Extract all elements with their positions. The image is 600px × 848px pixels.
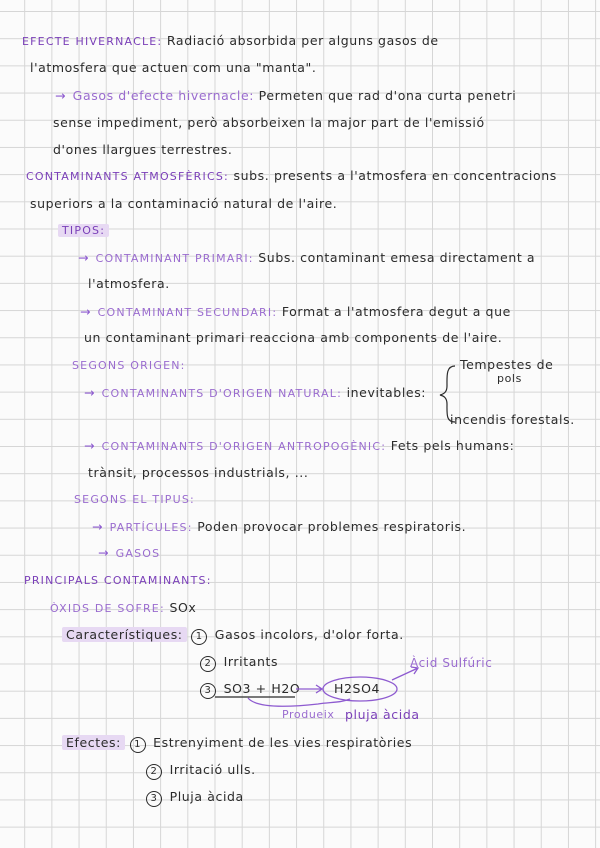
oxids-term: ÒXIDS DE SOFRE: bbox=[50, 602, 165, 615]
principals-title: PRINCIPALS CONTAMINANTS: bbox=[24, 574, 212, 587]
natural-example-1b: pols bbox=[497, 372, 522, 385]
efecte-line-2: l'atmosfera que actuen com una "manta". bbox=[30, 60, 317, 75]
efectes-number-3: 3 bbox=[146, 791, 162, 807]
caract-line-3 bbox=[200, 681, 300, 699]
acid-label: Àcid Sulfúric bbox=[410, 656, 493, 670]
natural-example-1a: Tempestes de bbox=[460, 357, 554, 372]
antro-line-1 bbox=[84, 438, 514, 455]
gasos-def-1: Permeten que rad d'ona curta penetri bbox=[258, 88, 517, 103]
natural-line bbox=[84, 385, 426, 402]
primari-def-1: Subs. contaminant emesa directament a bbox=[258, 250, 536, 265]
gasos-line-1 bbox=[55, 88, 516, 104]
gasos-term: Gasos d'efecte hivernacle: bbox=[72, 88, 255, 103]
caract-text-2: Irritants bbox=[223, 654, 279, 669]
reaction-lhs: SO3 + H2O bbox=[223, 681, 301, 696]
efectes-label: Efectes: bbox=[62, 735, 125, 750]
gasos-type-line bbox=[98, 545, 160, 562]
natural-term: CONTAMINANTS D'ORIGEN NATURAL: bbox=[101, 387, 342, 400]
secundari-def-1: Format a l'atmosfera degut a que bbox=[281, 304, 511, 319]
caract-text-1: Gasos incolors, d'olor forta. bbox=[214, 627, 404, 642]
antro-def-1: Fets pels humans: bbox=[390, 438, 515, 453]
arrow-icon: → bbox=[55, 88, 67, 103]
efectes-number-1: 1 bbox=[130, 737, 146, 753]
efecte-def-1: Radiació absorbida per alguns gasos de bbox=[166, 33, 439, 48]
efectes-text-3: Pluja àcida bbox=[169, 789, 244, 804]
pluja-label: pluja àcida bbox=[345, 707, 420, 722]
segons-tipus-heading: SEGONS EL TIPUS: bbox=[74, 493, 195, 506]
natural-example-2: incendis forestals. bbox=[450, 412, 575, 427]
pluja-bracket-icon bbox=[248, 698, 350, 706]
tipos-heading bbox=[58, 222, 109, 239]
efecte-term: EFECTE HIVERNACLE: bbox=[22, 35, 163, 48]
contaminants-line-2: superiors a la contaminació natural de l'aire. bbox=[30, 196, 338, 211]
gasos-line-2: sense impediment, però absorbeixen la major part de l'emissió bbox=[53, 115, 485, 130]
contaminants-line-1 bbox=[26, 168, 557, 185]
produeix-label: Produeix bbox=[282, 708, 335, 721]
efectes-line-3 bbox=[146, 789, 244, 807]
caract-line-1 bbox=[62, 627, 404, 645]
caract-label: Característiques: bbox=[62, 627, 187, 642]
primari-line-2: l'atmosfera. bbox=[88, 276, 170, 291]
segons-origen-heading: SEGONS ORIGEN: bbox=[72, 359, 186, 372]
secundari-line-2: un contaminant primari reacciona amb components de l'aire. bbox=[84, 330, 503, 345]
reaction-rhs: H2SO4 bbox=[334, 681, 381, 696]
natural-def: inevitables: bbox=[346, 385, 427, 400]
efectes-text-2: Irritació ulls. bbox=[169, 762, 256, 777]
tipos-label: TIPOS: bbox=[58, 224, 109, 237]
particules-term: PARTÍCULES: bbox=[109, 521, 193, 534]
efectes-text-1: Estrenyiment de les vies respiratòries bbox=[153, 735, 413, 750]
caract-number-1: 1 bbox=[191, 629, 207, 645]
antro-line-2: trànsit, processos industrials, ... bbox=[88, 465, 309, 480]
contaminants-term: CONTAMINANTS ATMOSFÈRICS: bbox=[26, 170, 229, 183]
gasos-type-term: GASOS bbox=[115, 547, 161, 560]
secundari-term: CONTAMINANT SECUNDARI: bbox=[97, 306, 278, 319]
primari-line-1 bbox=[78, 250, 535, 267]
arrow-icon: → bbox=[78, 250, 90, 265]
arrow-icon: → bbox=[84, 385, 96, 400]
oxids-formula: SOx bbox=[169, 600, 197, 615]
caract-number-2: 2 bbox=[200, 656, 216, 672]
contaminants-def-1: subs. presents a l'atmosfera en concentracions bbox=[233, 168, 557, 183]
primari-term: CONTAMINANT PRIMARI: bbox=[95, 252, 254, 265]
particules-line bbox=[92, 519, 466, 536]
caract-number-3: 3 bbox=[200, 683, 216, 699]
arrow-icon: → bbox=[92, 519, 104, 534]
particules-def: Poden provocar problemes respiratoris. bbox=[197, 519, 467, 534]
arrow-icon: → bbox=[84, 438, 96, 453]
caract-line-2 bbox=[200, 654, 278, 672]
oxids-line bbox=[50, 600, 196, 617]
efectes-number-2: 2 bbox=[146, 764, 162, 780]
arrow-icon: → bbox=[80, 304, 92, 319]
efecte-line-1 bbox=[22, 33, 439, 50]
secundari-line-1 bbox=[80, 304, 511, 321]
efectes-line-1 bbox=[62, 735, 412, 753]
efectes-line-2 bbox=[146, 762, 256, 780]
gasos-line-3: d'ones llargues terrestres. bbox=[53, 142, 233, 157]
arrow-icon: → bbox=[98, 545, 110, 560]
antro-term: CONTAMINANTS D'ORIGEN ANTROPOGÈNIC: bbox=[101, 440, 387, 453]
